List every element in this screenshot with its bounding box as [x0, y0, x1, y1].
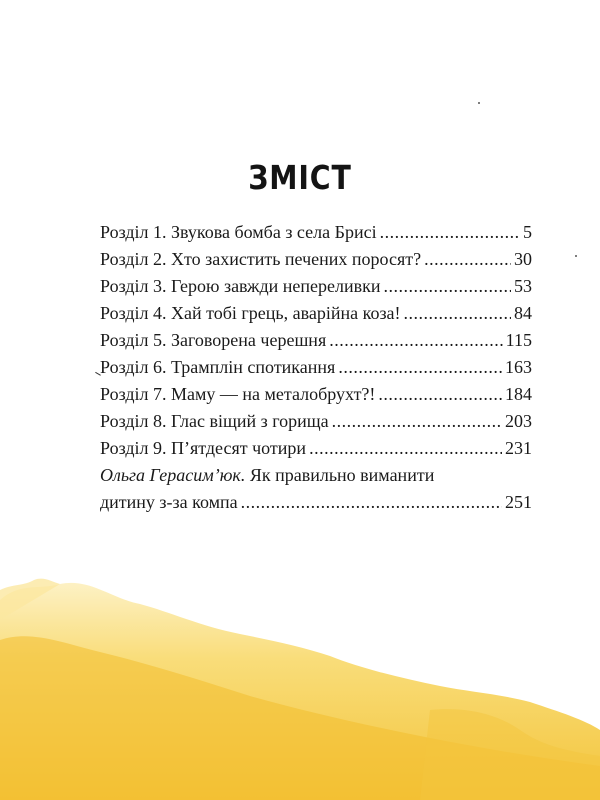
toc-entry-page: 231: [505, 438, 532, 458]
dot-leader: [380, 219, 520, 246]
toc-entry-2[interactable]: [100, 246, 532, 273]
toc-entry-4[interactable]: [100, 300, 532, 327]
page-title: ЗМІСТ: [248, 158, 352, 197]
toc-entry-label: Розділ 1. Звукова бомба з села Брисі: [100, 222, 377, 242]
toc-entry-page: 5: [523, 222, 532, 242]
toc-entry-page: 84: [514, 303, 532, 323]
toc-entry-8[interactable]: [100, 408, 532, 435]
dot-leader: [309, 435, 502, 462]
toc-entry-page: 30: [514, 249, 532, 269]
toc-entry-afterword[interactable]: [100, 489, 532, 516]
toc-entry-label: Розділ 2. Хто захистить печених поросят?: [100, 249, 422, 269]
dot-leader: [378, 381, 502, 408]
toc-entry-page: 163: [505, 357, 532, 377]
toc-entry-label: Розділ 3. Герою завжди непереливки: [100, 276, 381, 296]
toc-entry-6[interactable]: [100, 354, 532, 381]
dot-leader: [384, 273, 512, 300]
toc-entry-label: Розділ 9. П’ятдесят чотири: [100, 438, 307, 458]
paper-speck: [575, 255, 577, 257]
paper-speck: [478, 102, 480, 104]
table-of-contents: [100, 219, 532, 516]
toc-entry-label: Розділ 7. Маму — на металобрухт?!: [100, 384, 376, 404]
toc-entry-label: Розділ 5. Заговорена черешня: [100, 330, 327, 350]
afterword-author: Ольга Герасим’юк.: [100, 465, 246, 485]
toc-entry-page: 184: [505, 384, 532, 404]
toc-entry-page: 203: [505, 411, 532, 431]
toc-entry-page: 251: [505, 492, 532, 512]
toc-entry-label: Розділ 6. Трамплін спотикання: [100, 357, 336, 377]
dot-leader: [241, 489, 502, 516]
dot-leader: [338, 354, 502, 381]
toc-afterword-heading[interactable]: [100, 462, 532, 489]
dot-leader: [329, 327, 502, 354]
toc-entry-9[interactable]: [100, 435, 532, 462]
toc-entry-1[interactable]: [100, 219, 532, 246]
afterword-title-line1: Як правильно виманити: [249, 465, 435, 485]
dot-leader: [332, 408, 502, 435]
dot-leader: [404, 300, 511, 327]
toc-entry-label: Розділ 8. Глас віщий з горища: [100, 411, 329, 431]
toc-entry-3[interactable]: [100, 273, 532, 300]
dot-leader: [424, 246, 511, 273]
toc-entry-page: 115: [505, 330, 532, 350]
afterword-title-line2: дитину з-за компа: [100, 492, 238, 512]
toc-entry-7[interactable]: [100, 381, 532, 408]
toc-entry-5[interactable]: [100, 327, 532, 354]
toc-entry-page: 53: [514, 276, 532, 296]
toc-entry-label: Розділ 4. Хай тобі грець, аварійна коза!: [100, 303, 401, 323]
yellow-watercolor-wash: [0, 560, 600, 800]
